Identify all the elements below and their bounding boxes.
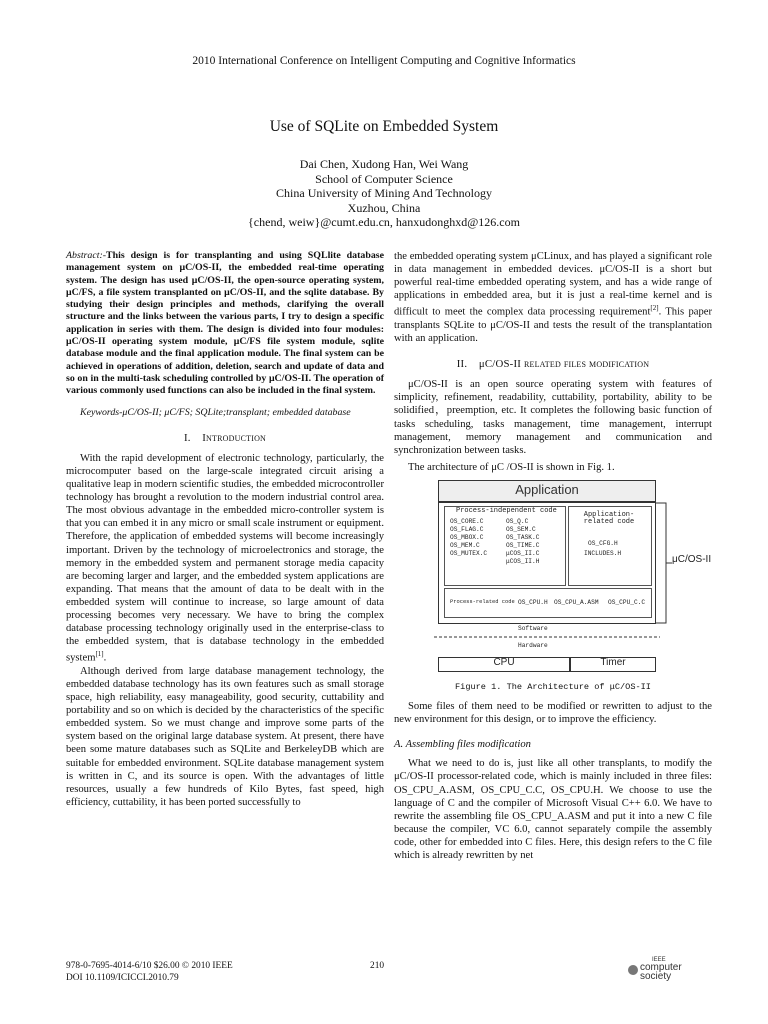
timer-box [570, 657, 656, 672]
rel-title: Application-related code [583, 510, 635, 527]
pi-title: Process-independent code [456, 506, 557, 515]
paper-title: Use of SQLite on Embedded System [269, 118, 499, 135]
intro-paragraph-1 [66, 452, 384, 665]
pi-file: OS_CORE.C [450, 517, 484, 525]
proc-label: Process-related code [450, 598, 515, 605]
conference-header: 2010 International Conference on Intelligent Computing and Cognitive Informatics [192, 55, 576, 67]
section-title-b: related files modification [523, 358, 650, 371]
software-hardware-divider [434, 635, 660, 639]
ucos-paragraph: μC/OS-II is an open source operating system with features of simplicity, refinement, readability, cuttability, portability, ability to be solidified，preemption, etc. It completes the following basic function of tasks scheduling, tasks management, time management, interrupt management, memory management and communication and synchronization between tasks. [394, 379, 712, 456]
author-block [0, 157, 768, 230]
section-heading-intro [66, 432, 384, 445]
citation: [1] [95, 650, 104, 659]
section-number: II. [456, 358, 468, 371]
section-number: I. [183, 431, 191, 444]
pi-file: OS_TIME.C [506, 541, 540, 549]
cpu-label: CPU [493, 656, 515, 668]
pi-file: OS_MEM.C [450, 541, 480, 549]
application-label: Application [515, 481, 579, 497]
pi-file: OS_MBOX.C [450, 533, 484, 541]
author-email: {chend, weiw}@cumt.edu.cn, hanxudonghxd@126.com [248, 215, 520, 230]
abstract [66, 250, 384, 398]
author-univ: China University of Mining And Technology [276, 186, 492, 201]
author-names: Dai Chen, Xudong Han, Wei Wang [299, 157, 469, 171]
hardware-label: Hardware [518, 641, 548, 649]
author-city: Xuzhou, China [347, 200, 421, 215]
right-column [394, 250, 712, 862]
intro-paragraph-3 [394, 250, 712, 345]
ucos-bracket [654, 502, 674, 624]
footer-doi: DOI 10.1109/ICICCI.2010.79 [66, 973, 179, 984]
section-heading-ucos [394, 358, 712, 371]
pi-file: OS_MUTEX.C [450, 549, 488, 557]
proc-file: OS_CPU_C.C [608, 598, 646, 606]
abstract-text: This design is for transplanting and using SQLlite database management system on μC/OS-II, the embedded real-time operating system. The design has used μC/OS-II, the open-source operating system, μC/FS, a file system transplanted on μC/OS-II, and the sqlite database. By studying their design principles and methods, clarifying the overall structure and the links between the various parts, I try to design a specific application in series with them. The design is divided into four modules: μC/OS-II operating system module, μC/FS file system module, sqlite database module and the final application module. The final system can be achieved in operations of addition, deletion, search and update of data and so on in the multi-task scheduling controlled by μC/OS-II. The operation of various commonly used functions can also be included in the final system. [66, 250, 384, 397]
rel-file: OS_CFG.H [588, 539, 618, 547]
citation: [2] [650, 304, 659, 313]
page-number: 210 [370, 961, 385, 971]
author-dept: School of Computer Science [315, 171, 453, 186]
paragraph-text: With the rapid development of electronic technology, particularly, the microcomputer based on the large-scale integrated circuit arising a qualitative leap in modern scientific studies, the embedded microcontroller technology has brought a revolution to the modern industrial control area. The most obvious advantage in the embedded micro-controller system is that you can embed it in any micro or small scale instrument or equipment. Therefore, the application of embedded systems will become increasingly important. Driven by the technology of microelectronics and storage, the memory in the embedded system and permanent storage media capacity are becoming larger and larger, and the embedded system applications are expanding. That means that the amount of data to be dealt with in the embedded system will continue to increase, so large amount of data processing becomes very necessary. We have to bring the complex database processing technology originally used in the enterprise-class to the embedded system, that is database technology in the embedded system [66, 452, 384, 664]
left-column [66, 250, 384, 809]
section-title-a: μC/OS-II [478, 358, 522, 371]
keywords: Keywords-μC/OS-II; μC/FS; SQLite;transplant; embedded database [80, 406, 351, 418]
figure-intro: The architecture of μC /OS-II is shown in Fig. 1. [408, 461, 615, 473]
proc-file: OS_CPU.H [518, 598, 548, 606]
software-label: Software [518, 624, 548, 632]
rel-file: INCLUDES.H [584, 549, 622, 557]
pi-file: μCOS_II.H [506, 557, 540, 565]
pi-file: OS_SEM.C [506, 525, 536, 533]
pi-file: OS_Q.C [506, 517, 529, 525]
paragraph-text: the embedded operating system μCLinux, and has played a significant role in data management in embedded devices. μC/OS-II is a short but powerful real-time embedded operating system, and has a wide range of applications in embedded area, but it is just a real-time kernel and is difficult to meet the complex data processing requirement [394, 251, 712, 318]
intro-paragraph-2: Although derived from large database management technology, the embedded database technology has its own features such as small storage space, high reliability, easy manageability, good security, cuttability and portability and so on which is decided by the characteristics of the specific embedded system. So we must change and improve some parts of the system based on the original large database system. At present, there have been some mature databases such as SQLite and BerkeleyDB which are suitable for embedded environment. SQLite database management system is written in C, and its source is open. With the advantages of little resources, usually a few hundreds of Kilo Bytes, fast speed, high efficiency, cuttability, it has been ported successfully to [66, 665, 384, 808]
figure-caption: Figure 1. The Architecture of μC/OS-II [455, 681, 651, 692]
assembling-paragraph: What we need to do is, just like all other transplants, to modify the μC/OS-II processor-related code, which is mainly included in three files: OS_CPU_A.ASM, OS_CPU_C.C, OS_CPU.H. We choose to use the language of C and the compiler of Microsoft Visual C++ 6.0. We have to rewrite the assembling file OS_CPU_A.ASM and put it into a new C file because the compiler, VC 6.0, cannot separately compile the assembly code, other for embedded into C files. Here, this design refers to the C file which is already rewritten by net [394, 758, 712, 861]
logo-ieee: IEEE [652, 957, 666, 963]
footer-isbn: 978-0-7695-4014-6/10 $26.00 © 2010 IEEE [66, 961, 233, 971]
cpu-box [438, 657, 570, 672]
footer-left [66, 960, 233, 985]
logo-globe-icon [628, 965, 638, 975]
pi-file: OS_TASK.C [506, 533, 540, 541]
figure-followup-paragraph: Some files of them need to be modified or rewritten to adjust to the new environment for this design, or to improve the efficiency. [394, 701, 712, 726]
section-title: Introduction [202, 431, 267, 444]
architecture-figure [394, 478, 712, 673]
ucos-bracket-label: μC/OS-II [672, 553, 712, 565]
abstract-label: Abstract:- [66, 250, 107, 261]
paragraph-end: . This paper transplants SQLite to μC/OS-II and tests the result of the transplantation with an application. [394, 306, 712, 345]
paragraph-end: . [103, 652, 107, 664]
proc-file: OS_CPU_A.ASM [554, 598, 599, 606]
timer-label: Timer [600, 656, 626, 668]
pi-file: OS_FLAG.C [450, 525, 484, 533]
application-box [438, 480, 656, 502]
logo-text: computer society [640, 962, 682, 982]
subsection-heading: A. Assembling files modification [394, 739, 531, 751]
pi-file: μCOS_II.C [506, 549, 540, 557]
